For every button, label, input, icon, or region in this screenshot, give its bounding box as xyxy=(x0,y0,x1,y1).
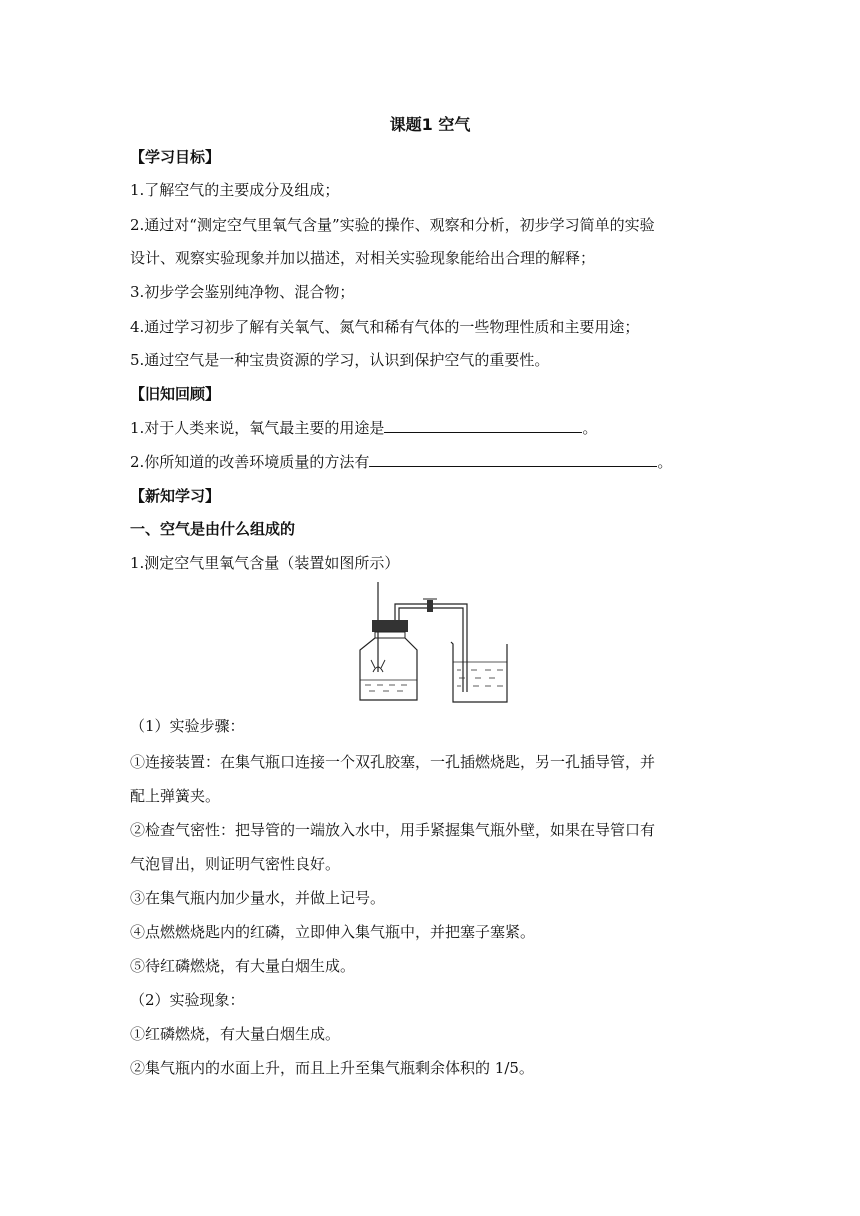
step-1-cont: 配上弹簧夹。 xyxy=(130,787,221,805)
step-5: ⑤待红磷燃烧，有大量白烟生成。 xyxy=(130,957,356,975)
bottle-water xyxy=(365,685,407,691)
review-question-1-text: 1.对于人类来说，氧气最主要的用途是 xyxy=(130,419,385,437)
step-3: ③在集气瓶内加少量水，并做上记号。 xyxy=(130,889,386,907)
phenomenon-1: ①红磷燃烧，有大量白烟生成。 xyxy=(130,1025,341,1043)
page-title: 课题1 空气 xyxy=(389,115,471,134)
review-question-2-end: 。 xyxy=(657,453,673,471)
objective-5: 5.通过空气是一种宝贵资源的学习，认识到保护空气的重要性。 xyxy=(130,351,550,369)
bottle-neck xyxy=(375,632,405,638)
review-question-2 xyxy=(130,452,750,472)
review-question-2-text: 2.你所知道的改善环境质量的方法有 xyxy=(130,453,370,471)
objective-2-cont: 设计、观察实验现象并加以描述，对相关实验现象能给出合理的解释； xyxy=(130,249,596,267)
objective-4: 4.通过学习初步了解有关氧气、氮气和稀有气体的一些物理性质和主要用途； xyxy=(130,318,640,336)
objectives-heading: 【学习目标】 xyxy=(130,148,221,166)
objective-1: 1.了解空气的主要成分及组成； xyxy=(130,181,340,199)
delivery-tube xyxy=(395,604,467,692)
rubber-stopper xyxy=(372,620,408,632)
review-question-1-end: 。 xyxy=(582,419,598,437)
review-question-1 xyxy=(130,418,750,438)
new-knowledge-heading: 【新知学习】 xyxy=(130,487,221,505)
objective-3: 3.初步学会鉴别纯净物、混合物； xyxy=(130,283,355,301)
beaker xyxy=(451,642,507,702)
phenomena-heading: （2）实验现象： xyxy=(130,991,245,1009)
beaker-water xyxy=(457,670,503,686)
objective-2: 2.通过对“测定空气里氧气含量”实验的操作、观察和分析，初步学习简单的实验 xyxy=(130,216,655,234)
answer-blank-2[interactable] xyxy=(369,452,657,467)
experiment-title: 1.测定空气里氧气含量（装置如图所示） xyxy=(130,554,400,572)
section-subheading: 一、空气是由什么组成的 xyxy=(130,520,296,538)
step-2-cont: 气泡冒出，则证明气密性良好。 xyxy=(130,855,341,873)
step-4: ④点燃燃烧匙内的红磷，立即伸入集气瓶中，并把塞子塞紧。 xyxy=(130,923,536,941)
phenomenon-2: ②集气瓶内的水面上升，而且上升至集气瓶剩余体积的 1/5。 xyxy=(130,1059,534,1077)
step-2: ②检查气密性：把导管的一端放入水中，用手紧握集气瓶外壁，如果在导管口有 xyxy=(130,821,656,839)
step-1: ①连接装置：在集气瓶口连接一个双孔胶塞，一孔插燃烧匙，另一孔插导管，并 xyxy=(130,753,656,771)
answer-blank-1[interactable] xyxy=(384,418,582,433)
spring-clamp xyxy=(427,600,433,612)
experiment-apparatus-diagram xyxy=(355,580,515,708)
review-heading: 【旧知回顾】 xyxy=(130,385,221,403)
steps-heading: （1）实验步骤： xyxy=(130,717,245,735)
